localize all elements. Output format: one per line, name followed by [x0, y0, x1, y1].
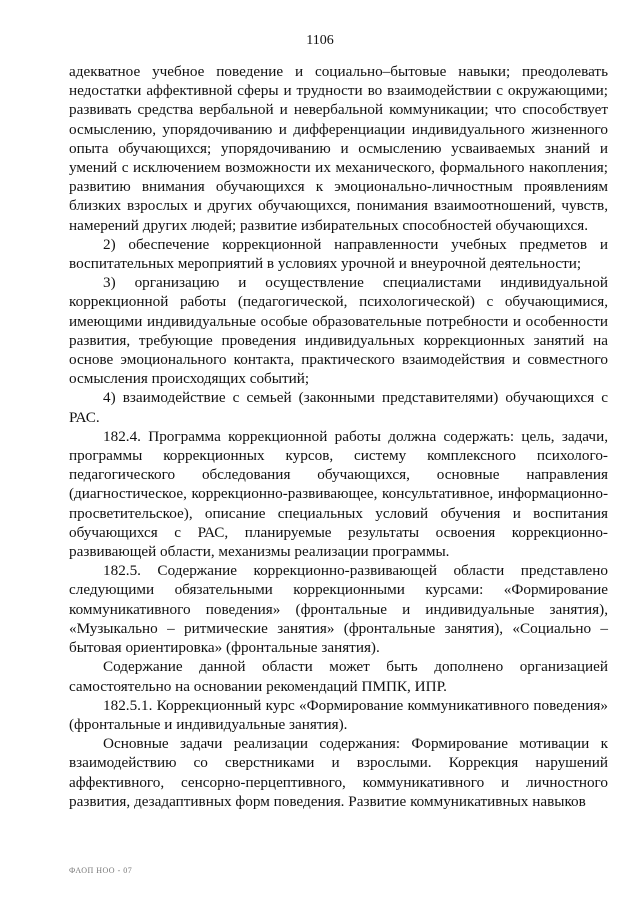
- paragraph-item-3: 3) организацию и осуществление специалистами индивидуальной коррекционной работы (педагогической, психологической) с обучающимися, имеющими индивидуальные особые образовательные потребности и особенности развития, требующие проведения индивидуальных коррекционных занятий на основе эмоционального контакта, практического взаимодействия и совместного осмысления происходящих событий;: [69, 274, 608, 388]
- paragraph-social-skills: адекватное учебное поведение и социально–бытовые навыки; преодолевать недостатки аффективной сферы и трудности во взаимодействии с окружающими; развивать средства вербальной и невербальной коммуникации; что способствует осмыслению, упорядочиванию и дифференциации индивидуального жизненного опыта обучающихся; упорядочиванию и осмыслению усваиваемых знаний и умений с исключением возможности их механического, формального накопления; развитию внимания обучающихся к эмоционально-личностным проявлениям близких взрослых и других обучающихся, понимания взаимоотношений, чувств, намерений других людей; развитие избирательных способностей обучающихся.: [69, 63, 608, 234]
- paragraph-182-5: 182.5. Содержание коррекционно-развивающей области представлено следующими обязательными коррекционными курсами: «Формирование коммуникативного поведения» (фронтальные и индивидуальные занятия), «Музыкально – ритмические занятия» (фронтальные занятия), «Социально – бытовая ориентировка» (фронтальные занятия).: [69, 562, 608, 657]
- paragraph-main-tasks: Основные задачи реализации содержания: Формирование мотивации к взаимодействию со сверстниками и взрослыми. Коррекция нарушений аффективного, сенсорно-перцептивного, коммуникативного и личностного развития, дезадаптивных форм поведения. Развитие коммуникативных навыков: [69, 735, 608, 810]
- footer-stamp: ФАОП НОО - 07: [69, 866, 133, 875]
- paragraph-item-4: 4) взаимодействие с семьей (законными представителями) обучающихся с РАС.: [69, 389, 608, 426]
- paragraph-182-4: 182.4. Программа коррекционной работы должна содержать: цель, задачи, программы коррекционных курсов, систему комплексного психолого-педагогического обследования обучающихся, основные направления (диагностическое, коррекционно-развивающее, консультативное, информационно-просветительское), описание специальных условий обучения и воспитания обучающихся с РАС, планируемые результаты освоения коррекционно-развивающей области, механизмы реализации программы.: [69, 427, 608, 561]
- paragraph-item-2: 2) обеспечение коррекционной направленности учебных предметов и воспитательных мероприятий в условиях урочной и внеурочной деятельности;: [69, 235, 608, 273]
- paragraph-supplement: Содержание данной области может быть дополнено организацией самостоятельно на основании рекомендаций ПМПК, ИПР.: [69, 658, 608, 695]
- paragraph-182-5-1: 182.5.1. Коррекционный курс «Формирование коммуникативного поведения» (фронтальные и индивидуальные занятия).: [69, 696, 608, 733]
- page-number: 1106: [306, 33, 334, 48]
- document-body: [69, 62, 608, 811]
